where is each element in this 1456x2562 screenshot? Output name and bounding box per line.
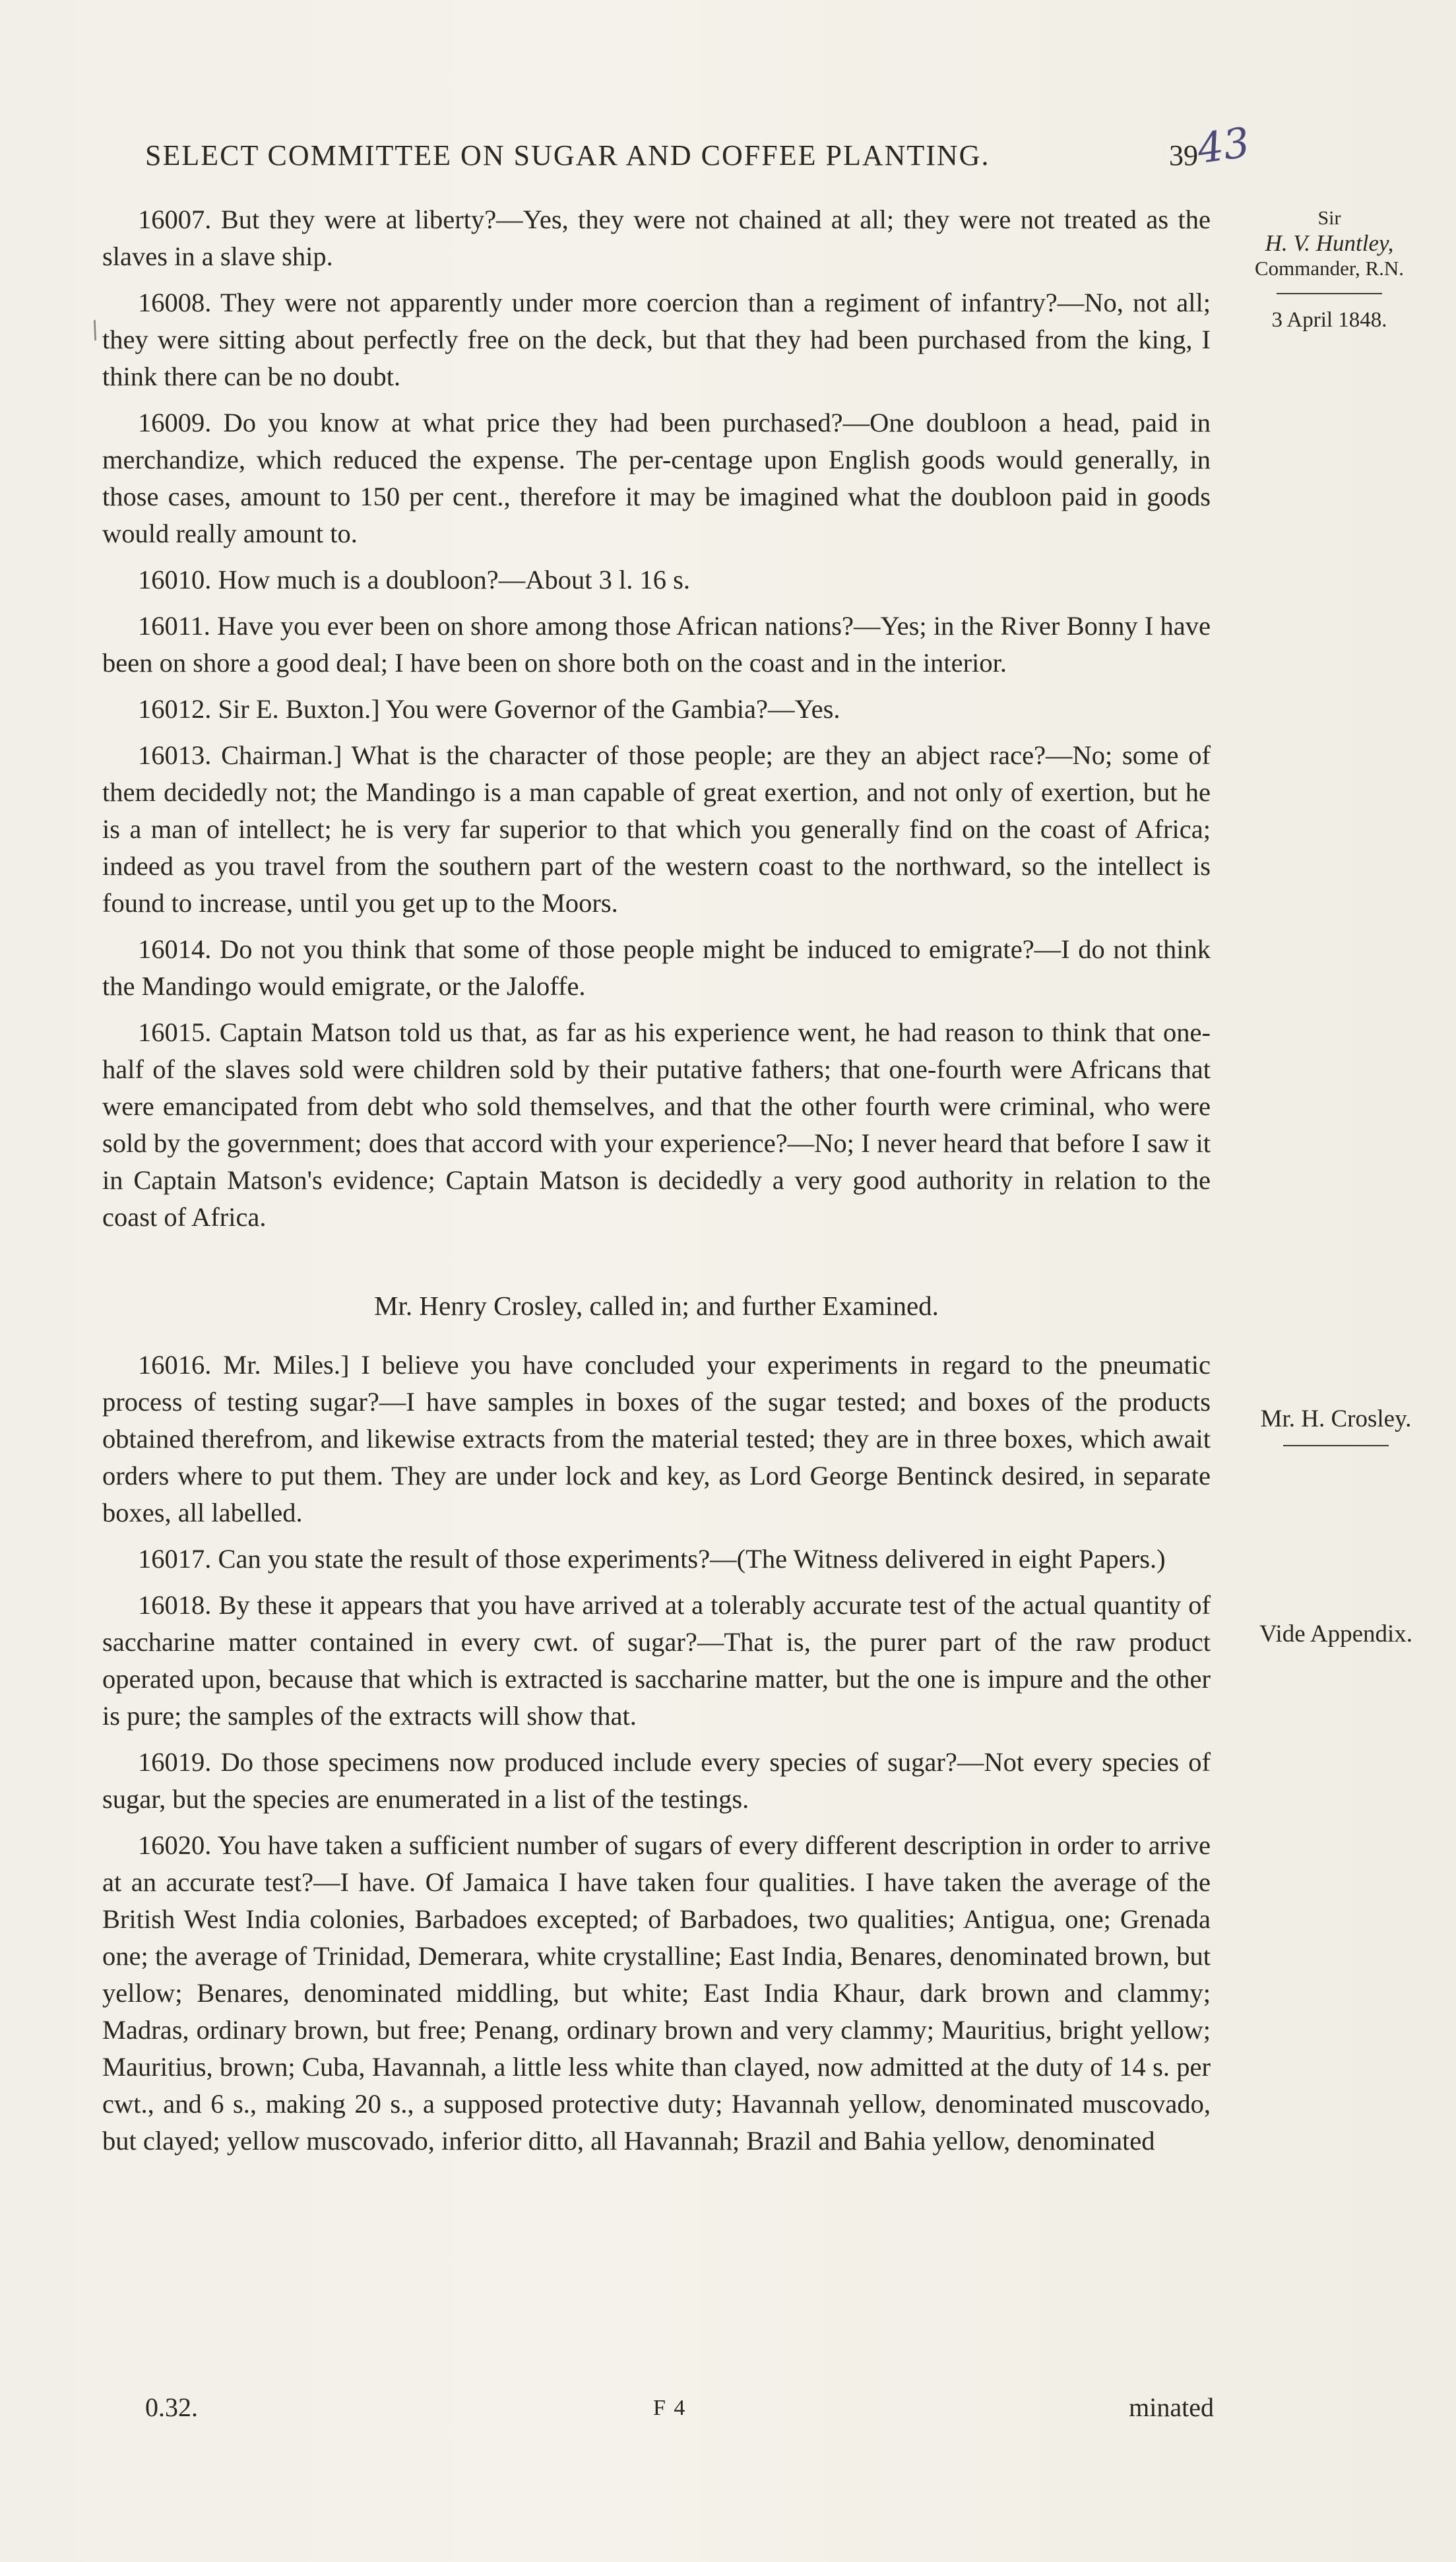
question-number: 16016. xyxy=(138,1350,212,1380)
witness-title: Sir xyxy=(1317,207,1341,229)
testimony-paragraph xyxy=(102,1014,1211,1236)
main-text-column xyxy=(102,201,1211,2169)
handwritten-page-number: 43 xyxy=(1194,117,1253,174)
question-text: But they were at liberty?—Yes, they were not chained at all; they were not treated as the slaves in a slave ship. xyxy=(102,205,1211,271)
question-text: Sir E. Buxton.] You were Governor of the Gambia?—Yes. xyxy=(218,694,840,724)
witness-rank: Commander, R.N. xyxy=(1254,257,1405,280)
question-number: 16007. xyxy=(138,205,212,234)
question-number: 16010. xyxy=(138,565,212,594)
witness2-sidenote xyxy=(1240,1405,1432,1459)
question-text: Do not you think that some of those people might be induced to emigrate?—I do not think the Mandingo would emigrate, or the Jaloffe. xyxy=(102,934,1211,1001)
question-number: 16015. xyxy=(138,1017,212,1047)
testimony-paragraph xyxy=(102,608,1211,682)
witness-date: 3 April 1848. xyxy=(1271,308,1387,332)
question-number: 16017. xyxy=(138,1544,212,1574)
testimony-block-1 xyxy=(102,201,1211,1236)
question-text: Captain Matson told us that, as far as his experience went, he had reason to think that one-half of the slaves sold were children sold by their putative fathers; that one-fourth were Africans that were emancipated from debt who sold themselves, and that the other fourth were criminal, who were sold by the government; does that accord with your experience?—No; I never heard that before I saw it in Captain Matson's evidence; Captain Matson is decidedly a very good authority in relation to the coast of Africa. xyxy=(102,1017,1211,1232)
question-text: By these it appears that you have arrived at a tolerably accurate test of the actual quantity of saccharine matter contained in every cwt. of sugar?—That is, the purer part of the raw product operated upon, because that which is extracted is saccharine matter, but the one is impure and the other is pure; the samples of the extracts will show that. xyxy=(102,1590,1211,1731)
page-header-title: SELECT COMMITTEE ON SUGAR AND COFFEE PLANTING. xyxy=(145,139,990,172)
sidenote-divider xyxy=(1283,1445,1389,1446)
witness-name: H. V. Huntley, xyxy=(1265,230,1394,256)
question-text: Can you state the result of those experiments?—(The Witness delivered in eight Papers.) xyxy=(218,1544,1166,1574)
testimony-paragraph xyxy=(102,561,1211,598)
witness-heading: Mr. Henry Crosley, called in; and further Examined. xyxy=(374,1291,939,1321)
question-text: Do those specimens now produced include every species of sugar?—Not every species of sugar, but the species are enumerated in a list of the testings. xyxy=(102,1747,1211,1814)
testimony-paragraph xyxy=(102,1587,1211,1735)
vide-appendix-note: Vide Appendix. xyxy=(1259,1620,1413,1648)
testimony-paragraph xyxy=(102,1347,1211,1531)
question-number: 16011. xyxy=(138,611,210,641)
question-number: 16008. xyxy=(138,288,212,317)
sidenote-divider xyxy=(1277,293,1382,294)
question-text: Chairman.] What is the character of those people; are they an abject race?—No; some of them decidedly not; the Mandingo is a man capable of great exertion, and not only of exertion, but he is a man of intellect; he is very far superior to that which you generally find on the coast of Africa; indeed as you travel from the southern part of the western coast to the northward, so the intellect is found to increase, until you get up to the Moors. xyxy=(102,740,1211,918)
footer-signature: F 4 xyxy=(653,2396,687,2420)
question-number: 16014. xyxy=(138,934,212,964)
question-number: 16020. xyxy=(138,1830,212,1860)
witness-sidenote xyxy=(1220,206,1438,333)
testimony-paragraph xyxy=(102,284,1211,395)
question-text: Mr. Miles.] I believe you have concluded your experiments in regard to the pneumatic process of testing sugar?—I have samples in boxes of the sugar tested; and boxes of the products obtained therefrom, and likewise extracts from the material tested; they are in three boxes, which await orders where to put them. They are under lock and key, as Lord George Bentinck desired, in separate boxes, all labelled. xyxy=(102,1350,1211,1527)
testimony-paragraph xyxy=(102,737,1211,922)
testimony-paragraph xyxy=(102,691,1211,728)
question-number: 16019. xyxy=(138,1747,212,1777)
testimony-paragraph xyxy=(102,1541,1211,1578)
question-text: You have taken a sufficient number of sugars of every different description in order to arrive at an accurate test?—I have. Of Jamaica I have taken four qualities. I have taken the average of the British West India colonies, Barbadoes excepted; of Barbadoes, two qualities; Antigua, one; Grenada one; the average of Trinidad, Demerara, white crystalline; East India, Benares, denominated brown, but yellow; Benares, denominated middling, but white; East India Khaur, dark brown and clammy; Madras, ordinary brown, but free; Penang, ordinary brown and very clammy; Mauritius, bright yellow; Mauritius, brown; Cuba, Havannah, a little less white than clayed, now admitted at the duty of 14 s. per cwt., and 6 s., making 20 s., a supposed protective duty; Havannah yellow, denominated muscovado, but clayed; yellow muscovado, inferior ditto, all Havannah; Brazil and Bahia yellow, denominated xyxy=(102,1830,1211,2156)
testimony-paragraph xyxy=(102,1827,1211,2160)
question-text: Do you know at what price they had been purchased?—One doubloon a head, paid in merchandize, which reduced the expense. The per-centage upon English goods would generally, in those cases, amount to 150 per cent., therefore it may be imagined what the doubloon paid in goods would really amount to. xyxy=(102,408,1211,548)
footer-catchword: minated xyxy=(1129,2392,1214,2422)
question-text: Have you ever been on shore among those African nations?—Yes; in the River Bonny I have been on shore a good deal; I have been on shore both on the coast and in the interior. xyxy=(102,611,1211,678)
question-number: 16013. xyxy=(138,740,212,770)
question-text: How much is a doubloon?—About 3 l. 16 s. xyxy=(218,565,690,594)
testimony-paragraph xyxy=(102,931,1211,1005)
testimony-paragraph xyxy=(102,404,1211,552)
page-number: 39 xyxy=(1169,139,1198,172)
question-text: They were not apparently under more coercion than a regiment of infantry?—No, not all; they were sitting about perfectly free on the deck, but that they had been purchased from the king, I think there can be no doubt. xyxy=(102,288,1211,391)
testimony-paragraph xyxy=(102,1744,1211,1818)
question-number: 16009. xyxy=(138,408,212,437)
testimony-block-2 xyxy=(102,1347,1211,2160)
pencil-tick-mark: / xyxy=(86,316,104,344)
footer-ref: 0.32. xyxy=(145,2392,198,2422)
testimony-paragraph xyxy=(102,201,1211,275)
question-number: 16012. xyxy=(138,694,212,724)
witness2-name: Mr. H. Crosley. xyxy=(1260,1405,1412,1432)
question-number: 16018. xyxy=(138,1590,212,1620)
